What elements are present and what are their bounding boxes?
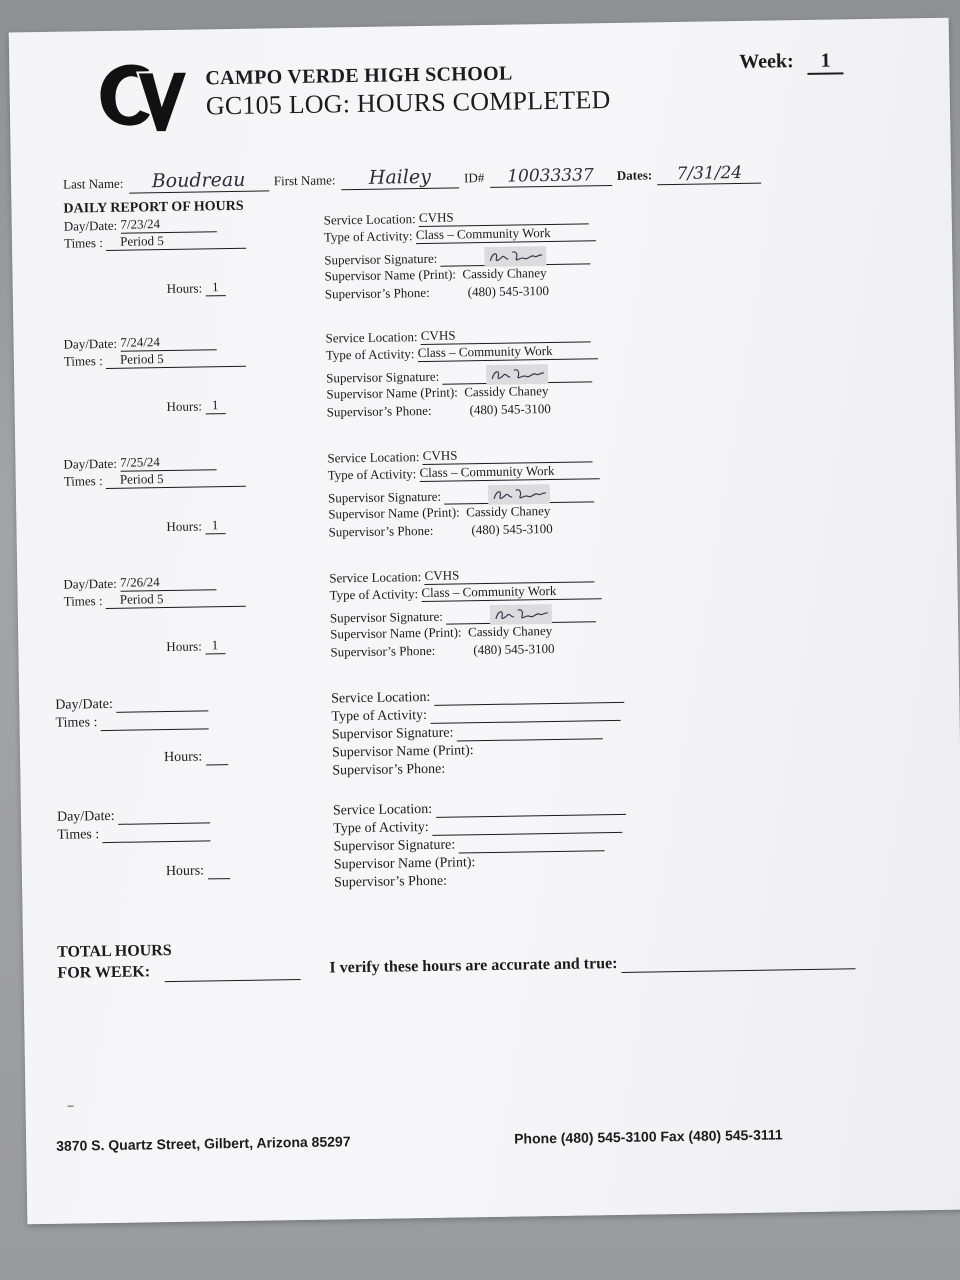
hours-field <box>166 637 225 655</box>
service-location-label: Service Location: <box>331 689 431 707</box>
signature-field <box>326 363 593 386</box>
day-date-blank <box>118 808 210 824</box>
supervisor-phone-label: Supervisor’s Phone: <box>333 873 448 891</box>
hours-value: 1 <box>205 397 225 414</box>
supervisor-phone-field <box>327 401 551 421</box>
signature-field <box>332 723 603 743</box>
supervisor-name-label: Supervisor Name (Print): <box>324 266 457 284</box>
day-date-label: Day/Date: <box>56 808 115 825</box>
day-date-label: Day/Date: <box>63 217 118 234</box>
verify-label: I verify these hours are accurate and true: <box>329 955 618 977</box>
last-name-label: Last Name: <box>62 175 124 192</box>
times-label: Times : <box>63 235 104 251</box>
verify-signature-blank <box>621 952 855 973</box>
week-field <box>739 49 844 76</box>
times-value: Period 5 <box>106 470 246 489</box>
times-field <box>55 713 209 731</box>
supervisor-phone-value: (480) 545-3100 <box>473 640 555 658</box>
signature-value <box>446 603 596 624</box>
supervisor-phone-label: Supervisor’s Phone: <box>332 761 446 779</box>
supervisor-phone-label: Supervisor’s Phone: <box>328 522 434 540</box>
supervisor-name-value: Cassidy Chaney <box>464 383 549 400</box>
day-date-blank <box>116 696 208 712</box>
dates-value: 7/31/24 <box>657 163 761 186</box>
signature-scribble <box>486 364 548 385</box>
day-date-field <box>57 807 210 825</box>
stray-mark <box>68 1106 74 1107</box>
supervisor-phone-field <box>332 762 445 780</box>
supervisor-phone-field <box>330 641 554 661</box>
hours-value: 1 <box>205 517 225 534</box>
signature-label: Supervisor Signature: <box>326 368 440 386</box>
supervisor-phone-value: (480) 545-3100 <box>469 400 551 418</box>
supervisor-phone-field <box>334 874 447 892</box>
activity-value: Class – Community Work <box>419 462 599 482</box>
activity-field <box>329 582 601 603</box>
signature-scribble <box>490 604 552 625</box>
id-value: 10033337 <box>489 165 611 188</box>
service-location-value: CVHS <box>424 565 594 585</box>
day-date-label: Day/Date: <box>63 455 118 472</box>
supervisor-name-label: Supervisor Name (Print): <box>333 855 476 873</box>
signature-label: Supervisor Signature: <box>329 608 444 626</box>
signature-value <box>442 363 592 384</box>
day-date-value: 7/23/24 <box>120 215 216 234</box>
hours-label: Hours: <box>166 398 203 415</box>
times-value: Period 5 <box>106 350 246 369</box>
hours-field <box>166 397 225 415</box>
activity-field <box>326 342 598 363</box>
activity-label: Type of Activity: <box>327 466 417 483</box>
hours-value: 1 <box>205 637 225 654</box>
total-hours-line1: TOTAL HOURS <box>57 942 172 961</box>
activity-label: Type of Activity: <box>329 586 419 603</box>
day-date-label: Day/Date: <box>55 696 113 713</box>
supervisor-name-label: Supervisor Name (Print): <box>330 624 462 642</box>
times-blank <box>103 826 211 843</box>
footer-contact: Phone (480) 545-3100 Fax (480) 545-3111 <box>514 1126 783 1147</box>
times-label: Times : <box>63 473 103 489</box>
log-sheet <box>9 18 960 1225</box>
day-date-value: 7/25/24 <box>120 453 216 472</box>
activity-value: Class – Community Work <box>421 582 601 602</box>
service-location-label: Service Location: <box>327 449 420 466</box>
hours-blank <box>207 864 229 879</box>
supervisor-phone-label: Supervisor’s Phone: <box>326 402 432 420</box>
student-info-row <box>63 161 764 195</box>
week-label: Week: <box>739 50 794 73</box>
supervisor-name-value: Cassidy Chaney <box>462 265 547 282</box>
supervisor-phone-label: Supervisor’s Phone: <box>330 642 436 660</box>
times-value: Period 5 <box>106 232 246 251</box>
service-location-field <box>333 799 626 820</box>
day-date-label: Day/Date: <box>63 575 117 592</box>
signature-field <box>324 245 591 268</box>
activity-value: Class – Community Work <box>416 224 596 244</box>
times-field <box>64 232 246 252</box>
cv-logo <box>93 60 190 135</box>
signature-scribble <box>484 246 546 267</box>
service-location-blank <box>434 688 624 706</box>
total-hours-label <box>57 938 300 984</box>
signature-label: Supervisor Signature: <box>331 725 454 743</box>
day-date-value: 7/24/24 <box>120 333 216 352</box>
signature-field <box>333 835 604 855</box>
supervisor-name-field <box>324 265 546 284</box>
verify-statement <box>329 951 855 977</box>
supervisor-name-value: Cassidy Chaney <box>467 622 553 640</box>
times-label: Times : <box>57 827 100 843</box>
activity-label: Type of Activity: <box>331 707 428 725</box>
hours-label: Hours: <box>163 749 203 766</box>
hours-field <box>164 749 228 766</box>
times-label: Times : <box>63 593 103 609</box>
supervisor-phone-label: Supervisor’s Phone: <box>324 284 430 302</box>
footer-address: 3870 S. Quartz Street, Gilbert, Arizona 85297 <box>56 1133 351 1154</box>
times-field <box>64 350 246 370</box>
hours-label: Hours: <box>165 863 205 880</box>
hours-field <box>166 517 225 535</box>
daily-report-heading: DAILY REPORT OF HOURS <box>63 198 244 217</box>
day-date-field <box>55 695 208 713</box>
times-label: Times : <box>55 715 98 731</box>
signature-label: Supervisor Signature: <box>327 488 442 506</box>
first-name-label: First Name: <box>273 172 336 189</box>
activity-field <box>328 462 600 483</box>
day-date-label: Day/Date: <box>63 335 118 352</box>
supervisor-name-field <box>328 503 550 522</box>
hours-blank <box>206 750 228 765</box>
hours-value: 1 <box>205 279 225 296</box>
service-location-value: CVHS <box>421 325 591 345</box>
hours-field <box>166 863 230 880</box>
activity-field <box>333 817 622 838</box>
activity-label: Type of Activity: <box>333 819 429 837</box>
dates-label: Dates: <box>616 167 653 183</box>
activity-value: Class – Community Work <box>418 342 598 362</box>
times-value: Period 5 <box>106 590 246 609</box>
hours-label: Hours: <box>166 280 203 297</box>
signature-blank <box>457 724 603 741</box>
supervisor-name-field <box>330 623 552 642</box>
supervisor-name-field <box>332 743 474 761</box>
times-field <box>64 470 246 490</box>
activity-field <box>331 705 620 726</box>
supervisor-name-label: Supervisor Name (Print): <box>326 384 458 402</box>
hours-field <box>167 279 226 297</box>
service-location-field <box>331 687 624 708</box>
activity-blank <box>432 818 622 836</box>
day-date-value: 7/26/24 <box>120 573 216 592</box>
service-location-value: CVHS <box>419 207 589 227</box>
activity-blank <box>430 706 620 724</box>
activity-label: Type of Activity: <box>325 346 415 363</box>
supervisor-name-field <box>334 855 476 873</box>
school-name: CAMPO VERDE HIGH SCHOOL <box>205 62 513 90</box>
times-field <box>64 590 246 610</box>
activity-field <box>324 224 596 245</box>
service-location-label: Service Location: <box>332 801 433 819</box>
service-location-value: CVHS <box>423 445 593 465</box>
supervisor-phone-value: (480) 545-3100 <box>467 283 550 300</box>
supervisor-name-label: Supervisor Name (Print): <box>328 504 460 522</box>
last-name-value: Boudreau <box>128 168 268 193</box>
hours-label: Hours: <box>166 638 202 655</box>
supervisor-name-field <box>326 383 548 402</box>
signature-value <box>440 245 590 266</box>
supervisor-name-label: Supervisor Name (Print): <box>331 743 474 761</box>
signature-scribble <box>488 484 550 505</box>
total-hours-line2: FOR WEEK: <box>57 963 151 982</box>
first-name-value: Hailey <box>341 165 459 190</box>
total-hours-blank <box>164 963 300 982</box>
service-location-label: Service Location: <box>323 211 416 228</box>
supervisor-phone-field <box>325 283 549 303</box>
signature-value <box>444 483 594 504</box>
service-location-label: Service Location: <box>325 329 418 346</box>
service-location-blank <box>435 800 625 818</box>
times-field <box>57 825 211 843</box>
times-label: Times : <box>63 353 103 369</box>
signature-blank <box>459 836 605 853</box>
signature-field <box>330 603 597 626</box>
signature-field <box>328 483 595 506</box>
times-blank <box>101 714 209 731</box>
service-location-label: Service Location: <box>329 569 422 586</box>
signature-label: Supervisor Signature: <box>324 250 438 268</box>
id-label: ID# <box>463 170 485 186</box>
supervisor-phone-field <box>328 521 552 541</box>
signature-label: Supervisor Signature: <box>333 837 456 855</box>
hours-label: Hours: <box>166 518 202 535</box>
log-title: GC105 LOG: HOURS COMPLETED <box>205 85 611 121</box>
supervisor-name-value: Cassidy Chaney <box>466 503 551 520</box>
supervisor-phone-value: (480) 545-3100 <box>471 520 553 538</box>
week-value: 1 <box>808 49 844 75</box>
activity-label: Type of Activity: <box>323 228 413 245</box>
